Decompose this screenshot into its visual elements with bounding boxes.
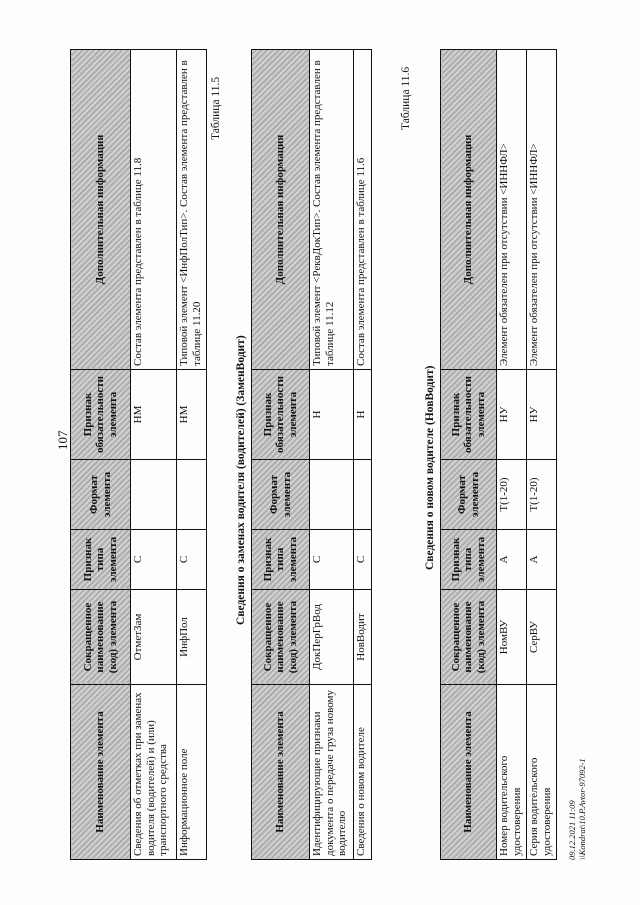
cell-name: Сведения о новом водителе — [354, 685, 372, 860]
footer-path: \\Kondrat\10.P.Avtor-97092-1 — [577, 758, 588, 860]
cell-name: Сведения об отметках при заменах водителя (водителей) и (или) транспортного средства — [131, 685, 177, 860]
table-header-row — [252, 50, 310, 860]
cell-format: T(1-20) — [527, 460, 557, 530]
table-row — [527, 50, 557, 860]
cell-info: Элемент обязателен при отсутствии <ИННФЛ> — [527, 50, 557, 370]
cell-info: Типовой элемент <ИнфПолТип>. Состав элемента представлен в таблице 11.20 — [177, 50, 207, 370]
table-row — [310, 50, 354, 860]
header-cell: Признак типа элемента — [252, 530, 310, 590]
rotated-content — [55, 30, 588, 860]
table-11-5 — [251, 49, 372, 860]
header-cell: Признак обязательности элемента — [441, 370, 497, 460]
header-cell: Формат элемента — [71, 460, 131, 530]
cell-type: С — [131, 530, 177, 590]
table-row — [131, 50, 177, 860]
cell-required: НМ — [131, 370, 177, 460]
table-caption: Таблица 11.6 — [400, 66, 412, 130]
cell-name: Идентифицирующие признаки документа о передаче груза новому водителю — [310, 685, 354, 860]
cell-info: Элемент обязателен при отсутствии <ИННФЛ> — [497, 50, 527, 370]
header-cell: Признак типа элемента — [441, 530, 497, 590]
header-cell: Наименование элемента — [441, 685, 497, 860]
cell-name: Серия водительского удостоверения — [527, 685, 557, 860]
cell-info: Состав элемента представлен в таблице 11.8 — [131, 50, 177, 370]
header-cell: Сокращенное наименование (код) элемента — [441, 590, 497, 685]
header-cell: Формат элемента — [252, 460, 310, 530]
header-cell: Признак обязательности элемента — [71, 370, 131, 460]
cell-type: А — [527, 530, 557, 590]
header-cell: Признак обязательности элемента — [252, 370, 310, 460]
cell-format — [310, 460, 354, 530]
page-number: 107 — [55, 430, 70, 450]
table-title: Сведения о заменах водителя (водителей) (ЗаменВодит) — [235, 335, 247, 625]
table-row — [497, 50, 527, 860]
header-cell: Сокращенное наименование (код) элемента — [71, 590, 131, 685]
cell-code: НомВУ — [497, 590, 527, 685]
table-header-row — [441, 50, 497, 860]
table-caption: Таблица 11.5 — [210, 76, 222, 140]
cell-type: С — [354, 530, 372, 590]
cell-format — [177, 460, 207, 530]
header-cell: Дополнительная информация — [441, 50, 497, 370]
cell-required: НУ — [527, 370, 557, 460]
cell-info: Состав элемента представлен в таблице 11.6 — [354, 50, 372, 370]
cell-name: Информационное поле — [177, 685, 207, 860]
cell-info: Типовой элемент <РеквДокТип>. Состав элемента представлен в таблице 11.12 — [310, 50, 354, 370]
cell-type: С — [177, 530, 207, 590]
cell-format — [131, 460, 177, 530]
cell-name: Номер водительского удостоверения — [497, 685, 527, 860]
table-row — [354, 50, 372, 860]
cell-type: А — [497, 530, 527, 590]
cell-code: ДокПерГрВод — [310, 590, 354, 685]
cell-code: НовВодит — [354, 590, 372, 685]
header-cell: Наименование элемента — [252, 685, 310, 860]
header-cell: Дополнительная информация — [252, 50, 310, 370]
cell-required: Н — [310, 370, 354, 460]
footer-date: 09.12.2021 11:09 — [567, 800, 577, 860]
header-cell: Дополнительная информация — [71, 50, 131, 370]
header-cell: Сокращенное наименование (код) элемента — [252, 590, 310, 685]
table-title: Сведения о новом водителе (НовВодит) — [424, 365, 436, 570]
cell-format: T(1-20) — [497, 460, 527, 530]
header-cell: Наименование элемента — [71, 685, 131, 860]
cell-required: НУ — [497, 370, 527, 460]
cell-code: ОтметЗам — [131, 590, 177, 685]
table-header-row — [71, 50, 131, 860]
cell-code: ИнфПол — [177, 590, 207, 685]
table-continuation — [70, 49, 207, 860]
table-11-6 — [440, 49, 557, 860]
cell-code: СерВУ — [527, 590, 557, 685]
footer-stamp — [567, 758, 587, 860]
cell-format — [354, 460, 372, 530]
cell-required: НМ — [177, 370, 207, 460]
header-cell: Признак типа элемента — [71, 530, 131, 590]
table-row — [177, 50, 207, 860]
header-cell: Формат элемента — [441, 460, 497, 530]
cell-required: Н — [354, 370, 372, 460]
cell-type: С — [310, 530, 354, 590]
